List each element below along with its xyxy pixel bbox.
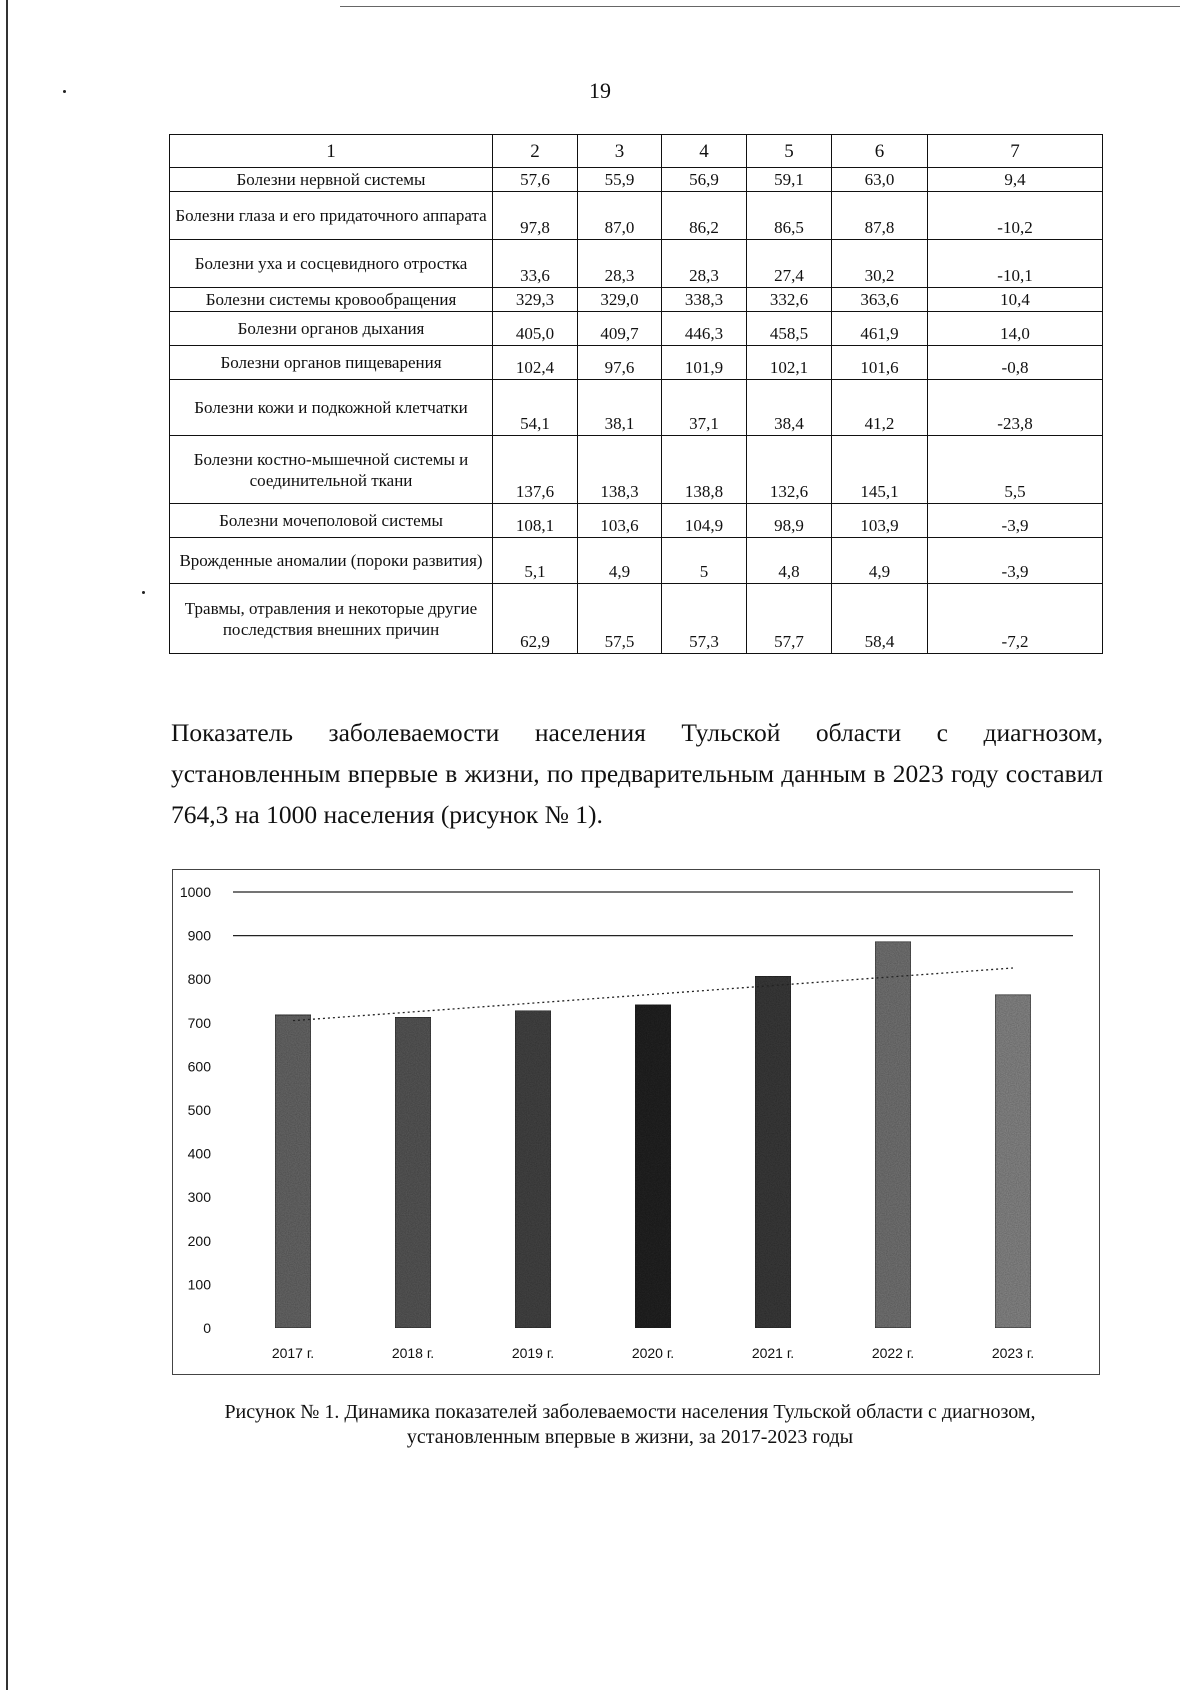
y-tick-label: 500 <box>187 1102 211 1118</box>
y-tick-label: 1000 <box>179 884 211 900</box>
morbidity-chart <box>172 869 1100 1375</box>
header-cell: 2 <box>493 135 578 168</box>
disease-name-cell: Болезни органов дыхания <box>170 312 493 346</box>
table-row <box>170 240 1103 288</box>
value-cell: 4,8 <box>747 538 832 584</box>
disease-name-cell: Болезни уха и сосцевидного отростка <box>170 240 493 288</box>
caption-line: установленным впервые в жизни, за 2017-2023 годы <box>406 1426 854 1448</box>
value-cell: 104,9 <box>662 504 747 538</box>
change-cell: 14,0 <box>928 312 1103 346</box>
value-cell: 4,9 <box>578 538 662 584</box>
header-cell: 4 <box>662 135 747 168</box>
bar-2017 <box>275 1015 311 1328</box>
disease-name-cell: Травмы, отравления и некоторые другие последствия внешних причин <box>170 584 493 654</box>
value-cell: 86,2 <box>662 192 747 240</box>
value-cell: 87,0 <box>578 192 662 240</box>
header-cell: 6 <box>832 135 928 168</box>
disease-name-cell: Врожденные аномалии (пороки развития) <box>170 538 493 584</box>
value-cell: 55,9 <box>578 168 662 192</box>
value-cell: 108,1 <box>493 504 578 538</box>
value-cell: 54,1 <box>493 380 578 436</box>
y-tick-label: 600 <box>187 1058 211 1075</box>
disease-name-cell: Болезни костно-мышечной системы и соединительной ткани <box>170 436 493 504</box>
value-cell: 97,6 <box>578 346 662 380</box>
value-cell: 5,1 <box>493 538 578 584</box>
value-cell: 59,1 <box>747 168 832 192</box>
value-cell: 405,0 <box>493 312 578 346</box>
value-cell: 102,1 <box>747 346 832 380</box>
value-cell: 329,3 <box>493 288 578 312</box>
value-cell: 87,8 <box>832 192 928 240</box>
figure-caption <box>150 1400 1110 1450</box>
value-cell: 28,3 <box>578 240 662 288</box>
table-row <box>170 312 1103 346</box>
bar-2020 <box>635 1005 671 1328</box>
value-cell: 338,3 <box>662 288 747 312</box>
disease-name-cell: Болезни органов пищеварения <box>170 346 493 380</box>
value-cell: 137,6 <box>493 436 578 504</box>
value-cell: 27,4 <box>747 240 832 288</box>
table-row <box>170 584 1103 654</box>
bar-2018 <box>395 1017 431 1328</box>
value-cell: 101,6 <box>832 346 928 380</box>
value-cell: 58,4 <box>832 584 928 654</box>
y-tick-label: 200 <box>187 1232 211 1249</box>
bar-2023 <box>995 995 1031 1328</box>
value-cell: 33,6 <box>493 240 578 288</box>
page-left-edge <box>6 0 8 1690</box>
change-cell: -0,8 <box>928 346 1103 380</box>
y-tick-label: 700 <box>187 1014 211 1031</box>
x-tick-label: 2021 г. <box>751 1345 795 1361</box>
x-tick-label: 2023 г. <box>991 1345 1035 1361</box>
disease-name-cell: Болезни глаза и его придаточного аппарата <box>170 192 493 240</box>
table-row <box>170 168 1103 192</box>
x-tick-label: 2020 г. <box>631 1345 675 1361</box>
value-cell: 56,9 <box>662 168 747 192</box>
chart-canvas <box>173 870 1099 1374</box>
y-tick-label: 300 <box>187 1189 211 1206</box>
value-cell: 458,5 <box>747 312 832 346</box>
value-cell: 138,8 <box>662 436 747 504</box>
value-cell: 138,3 <box>578 436 662 504</box>
value-cell: 446,3 <box>662 312 747 346</box>
disease-name-cell: Болезни системы кровообращения <box>170 288 493 312</box>
scan-speck <box>142 591 145 594</box>
value-cell: 4,9 <box>832 538 928 584</box>
table-row <box>170 380 1103 436</box>
y-tick-label: 0 <box>203 1320 211 1336</box>
value-cell: 38,4 <box>747 380 832 436</box>
x-tick-label: 2018 г. <box>391 1345 435 1361</box>
y-tick-label: 100 <box>187 1276 211 1293</box>
value-cell: 30,2 <box>832 240 928 288</box>
change-cell: -3,9 <box>928 538 1103 584</box>
change-cell: -3,9 <box>928 504 1103 538</box>
bar-2022 <box>875 942 911 1328</box>
value-cell: 28,3 <box>662 240 747 288</box>
disease-name-cell: Болезни кожи и подкожной клетчатки <box>170 380 493 436</box>
value-cell: 62,9 <box>493 584 578 654</box>
caption-line: Рисунок № 1. Динамика показателей заболеваемости населения Тульской области с диагнозом, <box>224 1401 1036 1423</box>
x-tick-label: 2017 г. <box>271 1345 315 1361</box>
value-cell: 103,6 <box>578 504 662 538</box>
table-header-row <box>170 135 1103 168</box>
header-cell: 7 <box>928 135 1103 168</box>
body-paragraph: Показатель заболеваемости населения Тульской области с диагнозом, установленным впервые в жизни, по предварительным данным в 2023 году составил 764,3 на 1000 населения (рисунок № 1). <box>171 718 1103 829</box>
change-cell: -7,2 <box>928 584 1103 654</box>
table-row <box>170 504 1103 538</box>
value-cell: 5 <box>662 538 747 584</box>
table-row <box>170 538 1103 584</box>
header-cell: 3 <box>578 135 662 168</box>
value-cell: 41,2 <box>832 380 928 436</box>
x-tick-label: 2022 г. <box>871 1345 915 1361</box>
value-cell: 103,9 <box>832 504 928 538</box>
change-cell: -10,2 <box>928 192 1103 240</box>
change-cell: -10,1 <box>928 240 1103 288</box>
value-cell: 37,1 <box>662 380 747 436</box>
value-cell: 38,1 <box>578 380 662 436</box>
disease-name-cell: Болезни нервной системы <box>170 168 493 192</box>
value-cell: 97,8 <box>493 192 578 240</box>
table-row <box>170 346 1103 380</box>
bar-2019 <box>515 1011 551 1328</box>
value-cell: 363,6 <box>832 288 928 312</box>
table-row <box>170 192 1103 240</box>
value-cell: 101,9 <box>662 346 747 380</box>
table-row <box>170 288 1103 312</box>
value-cell: 145,1 <box>832 436 928 504</box>
value-cell: 98,9 <box>747 504 832 538</box>
value-cell: 409,7 <box>578 312 662 346</box>
value-cell: 57,5 <box>578 584 662 654</box>
bar-2021 <box>755 976 791 1328</box>
change-cell: -23,8 <box>928 380 1103 436</box>
table-row <box>170 436 1103 504</box>
value-cell: 332,6 <box>747 288 832 312</box>
morbidity-table <box>169 134 1103 654</box>
value-cell: 102,4 <box>493 346 578 380</box>
value-cell: 57,6 <box>493 168 578 192</box>
value-cell: 86,5 <box>747 192 832 240</box>
page-number: 19 <box>589 78 611 103</box>
header-cell: 1 <box>170 135 493 168</box>
y-tick-label: 800 <box>187 971 211 988</box>
value-cell: 329,0 <box>578 288 662 312</box>
value-cell: 57,7 <box>747 584 832 654</box>
value-cell: 63,0 <box>832 168 928 192</box>
y-tick-label: 900 <box>187 927 211 944</box>
value-cell: 461,9 <box>832 312 928 346</box>
page-top-edge <box>340 6 1180 7</box>
y-tick-label: 400 <box>187 1145 211 1162</box>
disease-name-cell: Болезни мочеполовой системы <box>170 504 493 538</box>
value-cell: 132,6 <box>747 436 832 504</box>
change-cell: 10,4 <box>928 288 1103 312</box>
header-cell: 5 <box>747 135 832 168</box>
change-cell: 5,5 <box>928 436 1103 504</box>
change-cell: 9,4 <box>928 168 1103 192</box>
x-tick-label: 2019 г. <box>511 1345 555 1361</box>
value-cell: 57,3 <box>662 584 747 654</box>
